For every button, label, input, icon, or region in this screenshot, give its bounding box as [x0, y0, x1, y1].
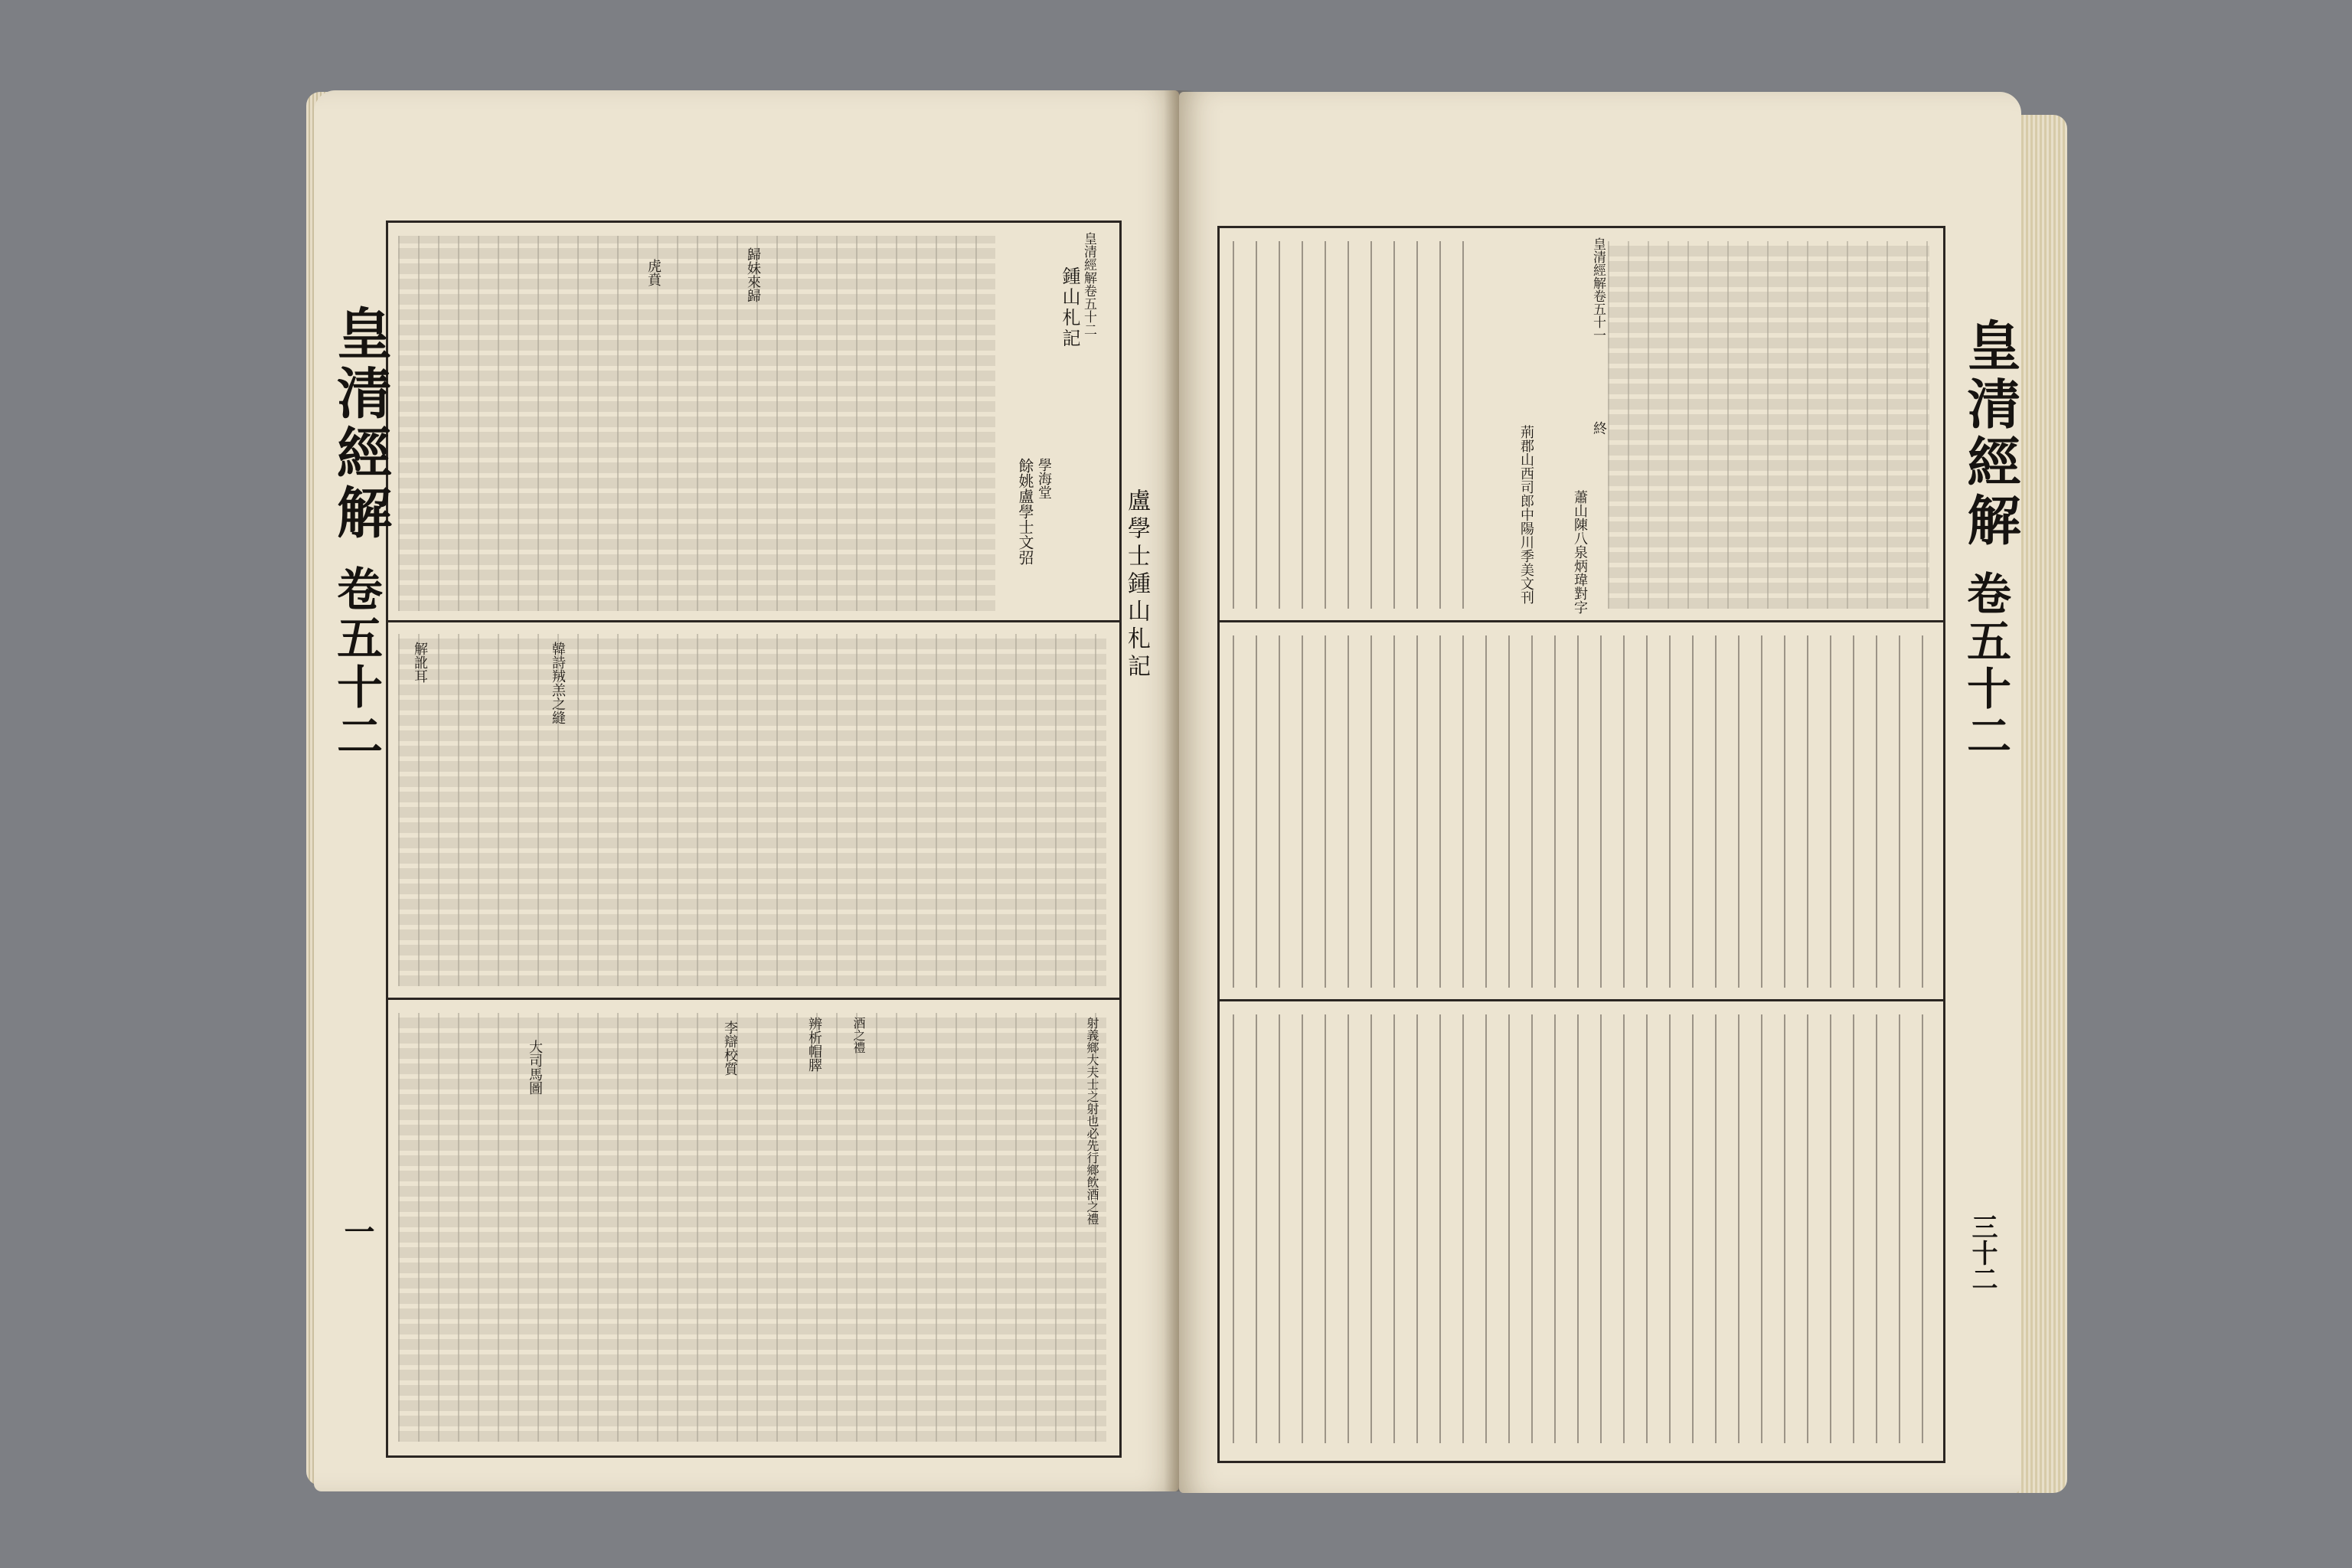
right-header-title: 皇清經解卷五十一 — [1590, 237, 1606, 341]
left-school: 學海堂 — [1036, 458, 1052, 499]
right-frame-rule-2 — [1220, 999, 1943, 1001]
left-margin-volume: 卷五十二 — [329, 565, 383, 761]
left-margin-folio: 一 — [339, 1216, 375, 1246]
left-section-head-4: 辨析帽臎 — [806, 1017, 822, 1072]
left-lower-heading: 解訛耳 — [412, 642, 428, 683]
right-proof-credit: 蕭山陳八泉炳瑋對字 — [1572, 490, 1588, 614]
left-section-head-5: 李辯校質 — [722, 1021, 738, 1076]
right-upper-text-block — [1608, 241, 1929, 609]
left-lower-text-block — [398, 1013, 1106, 1442]
left-margin-title: 皇清經解 — [328, 305, 393, 544]
right-lower-ruled-area — [1233, 1014, 1929, 1443]
left-frame-rule-2 — [388, 998, 1119, 1000]
right-middle-ruled-area — [1233, 635, 1929, 988]
right-page — [1179, 92, 2021, 1493]
right-upper-ruled-area — [1233, 241, 1485, 609]
left-margin-strip — [314, 220, 393, 1453]
right-margin-folio: 三十二 — [1967, 1214, 1998, 1292]
left-upper-text-block — [398, 236, 995, 611]
left-section-head-1: 虎賁 — [645, 259, 662, 286]
right-margin-strip — [1941, 226, 2022, 1459]
left-header-title: 皇清經解卷五十二 — [1081, 232, 1096, 336]
left-author: 餘姚盧學士文弨 — [1016, 458, 1034, 565]
left-page — [314, 90, 1179, 1491]
left-frame-rule-1 — [388, 620, 1119, 622]
right-printer-credit: 荊郡山西司郎中陽川季美文刊 — [1518, 425, 1534, 604]
left-book-title: 鍾山札記 — [1059, 266, 1080, 349]
left-section-head-3: 韓詩羢羔之縫 — [550, 642, 566, 724]
left-bottom-entry-1: 射義鄉大夫士之射也必先行鄉飲酒之禮 — [1085, 1017, 1099, 1225]
left-section-head-2: 歸妹來歸 — [745, 247, 761, 302]
left-margin-author: 盧學士鍾山札記 — [1123, 488, 1150, 681]
left-section-head-6: 大司馬圖 — [527, 1040, 543, 1095]
left-bottom-entry-2: 酒之禮 — [851, 1017, 866, 1054]
right-frame-rule-1 — [1220, 620, 1943, 622]
left-middle-text-block — [398, 634, 1106, 986]
right-margin-title: 皇清經解 — [1958, 318, 2022, 550]
right-margin-volume: 卷五十二 — [1959, 570, 2011, 760]
right-end-mark: 終 — [1591, 421, 1607, 435]
